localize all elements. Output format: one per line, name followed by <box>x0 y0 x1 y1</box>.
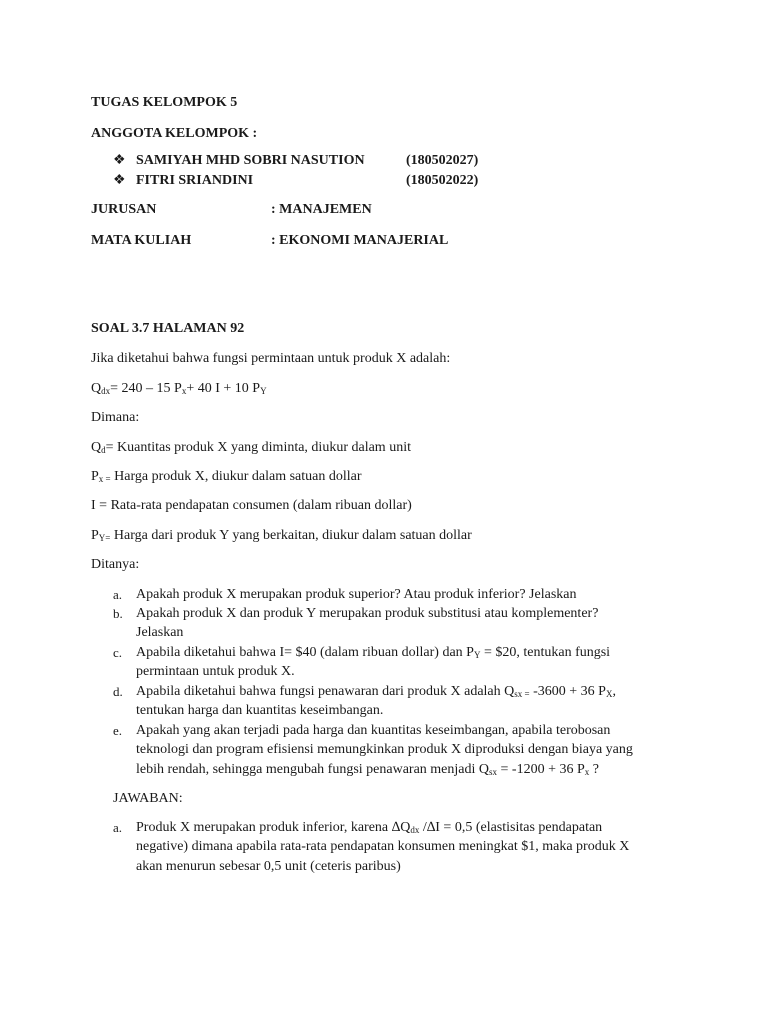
eq-lhs-sub: dx <box>101 386 111 396</box>
ans-sub: dx <box>410 825 420 835</box>
list-marker: a. <box>113 820 123 835</box>
definition-i <box>91 497 412 515</box>
eq-part1-sub: x <box>181 386 187 396</box>
def-text: = Kuantitas produk X yang diminta, diukur dalam unit <box>105 440 411 455</box>
def-text: Harga produk X, diukur dalam satuan dollar <box>110 469 362 484</box>
def-text: Harga dari produk Y yang berkaitan, diukur dalam satuan dollar <box>110 528 472 543</box>
ans-text: /∆I = 0,5 (elastisitas pendapatan <box>419 820 603 835</box>
definition-px <box>91 468 362 486</box>
demand-equation <box>91 380 267 398</box>
member-name: FITRI SRIANDINI <box>136 173 254 188</box>
def-sub: d <box>101 445 106 455</box>
qe-text: ? <box>589 762 599 777</box>
question-c-line2: permintaan untuk produk X. <box>136 664 295 679</box>
list-marker: d. <box>113 684 123 699</box>
qd-sub: X <box>605 689 613 699</box>
def-text: = Rata-rata pendapatan consumen (dalam ribuan dollar) <box>95 498 412 513</box>
question-b-line1: Apakah produk X dan produk Y merupakan produk substitusi atau komplementer? <box>136 606 599 621</box>
eq-lhs: Q <box>91 381 102 396</box>
question-b-line2: Jelaskan <box>136 625 184 640</box>
member-name: SAMIYAH MHD SOBRI NASUTION <box>136 153 365 168</box>
members-label: ANGGOTA KELOMPOK : <box>91 126 258 141</box>
def-symbol: Q <box>91 440 102 455</box>
question-d-line1 <box>136 683 616 701</box>
answer-a-line1 <box>136 819 602 837</box>
def-sub: Y= <box>98 533 111 543</box>
qc-text: Apabila diketahui bahwa I= $40 (dalam ribuan dollar) dan P <box>136 645 474 660</box>
def-sub: x = <box>98 474 111 484</box>
eq-part2: + 40 I + 10 P <box>186 381 261 396</box>
qd-text: Apabila diketahui bahwa fungsi penawaran dari produk X adalah Q <box>136 684 515 699</box>
eq-part2-sub: Y <box>260 386 267 396</box>
ditanya-label: Ditanya: <box>91 557 140 572</box>
qe-text: = -1200 + 36 P <box>497 762 585 777</box>
jawaban-heading: JAWABAN: <box>113 791 183 806</box>
answer-a-line3: akan menurun sebesar 0,5 unit (ceteris paribus) <box>136 859 401 874</box>
jurusan-value: : MANAJEMEN <box>271 202 372 217</box>
list-marker: c. <box>113 645 123 660</box>
qe-sub: sx <box>489 767 498 777</box>
def-symbol: P <box>91 469 99 484</box>
eq-part1: = 240 – 15 P <box>110 381 182 396</box>
question-e-line1: Apakah yang akan terjadi pada harga dan kuantitas keseimbangan, apabila terobosan <box>136 723 611 738</box>
matkul-label: MATA KULIAH <box>91 233 192 248</box>
question-c-line1 <box>136 644 610 662</box>
qc-text: = $20, tentukan fungsi <box>480 645 611 660</box>
soal-heading: SOAL 3.7 HALAMAN 92 <box>91 321 245 336</box>
qd-text: -3600 + 36 P <box>529 684 606 699</box>
qe-sub: x <box>584 767 590 777</box>
definition-qd <box>91 439 411 457</box>
qc-sub: Y <box>473 650 481 660</box>
member-id: (180502022) <box>406 173 479 188</box>
ans-text: Produk X merupakan produk inferior, karena ∆Q <box>136 820 411 835</box>
bullet-diamond-icon: ❖ <box>113 173 126 188</box>
answer-a-line2: negative) dimana apabila rata-rata pendapatan konsumen meningkat $1, maka produk X <box>136 839 630 854</box>
question-d-line2: tentukan harga dan kuantitas keseimbangan. <box>136 703 384 718</box>
definition-py <box>91 527 472 545</box>
def-symbol: I <box>91 498 96 513</box>
question-e-line2: teknologi dan program efisiensi memungkinkan produk X diproduksi dengan biaya yang <box>136 742 633 757</box>
matkul-value: : EKONOMI MANAJERIAL <box>271 233 449 248</box>
jurusan-label: JURUSAN <box>91 202 157 217</box>
qe-text: lebih rendah, sehingga mengubah fungsi penawaran menjadi Q <box>136 762 490 777</box>
question-a: Apakah produk X merupakan produk superior? Atau produk inferior? Jelaskan <box>136 587 577 602</box>
dimana-label: Dimana: <box>91 410 140 425</box>
document-title: TUGAS KELOMPOK 5 <box>91 95 238 110</box>
qd-sub: sx = <box>514 689 530 699</box>
qd-text: , <box>612 684 616 699</box>
question-e-line3 <box>136 761 599 779</box>
member-id: (180502027) <box>406 153 479 168</box>
bullet-diamond-icon: ❖ <box>113 153 126 168</box>
soal-intro: Jika diketahui bahwa fungsi permintaan untuk produk X adalah: <box>91 351 451 366</box>
list-marker: a. <box>113 587 123 602</box>
list-marker: e. <box>113 723 123 738</box>
list-marker: b. <box>113 606 123 621</box>
def-symbol: P <box>91 528 99 543</box>
